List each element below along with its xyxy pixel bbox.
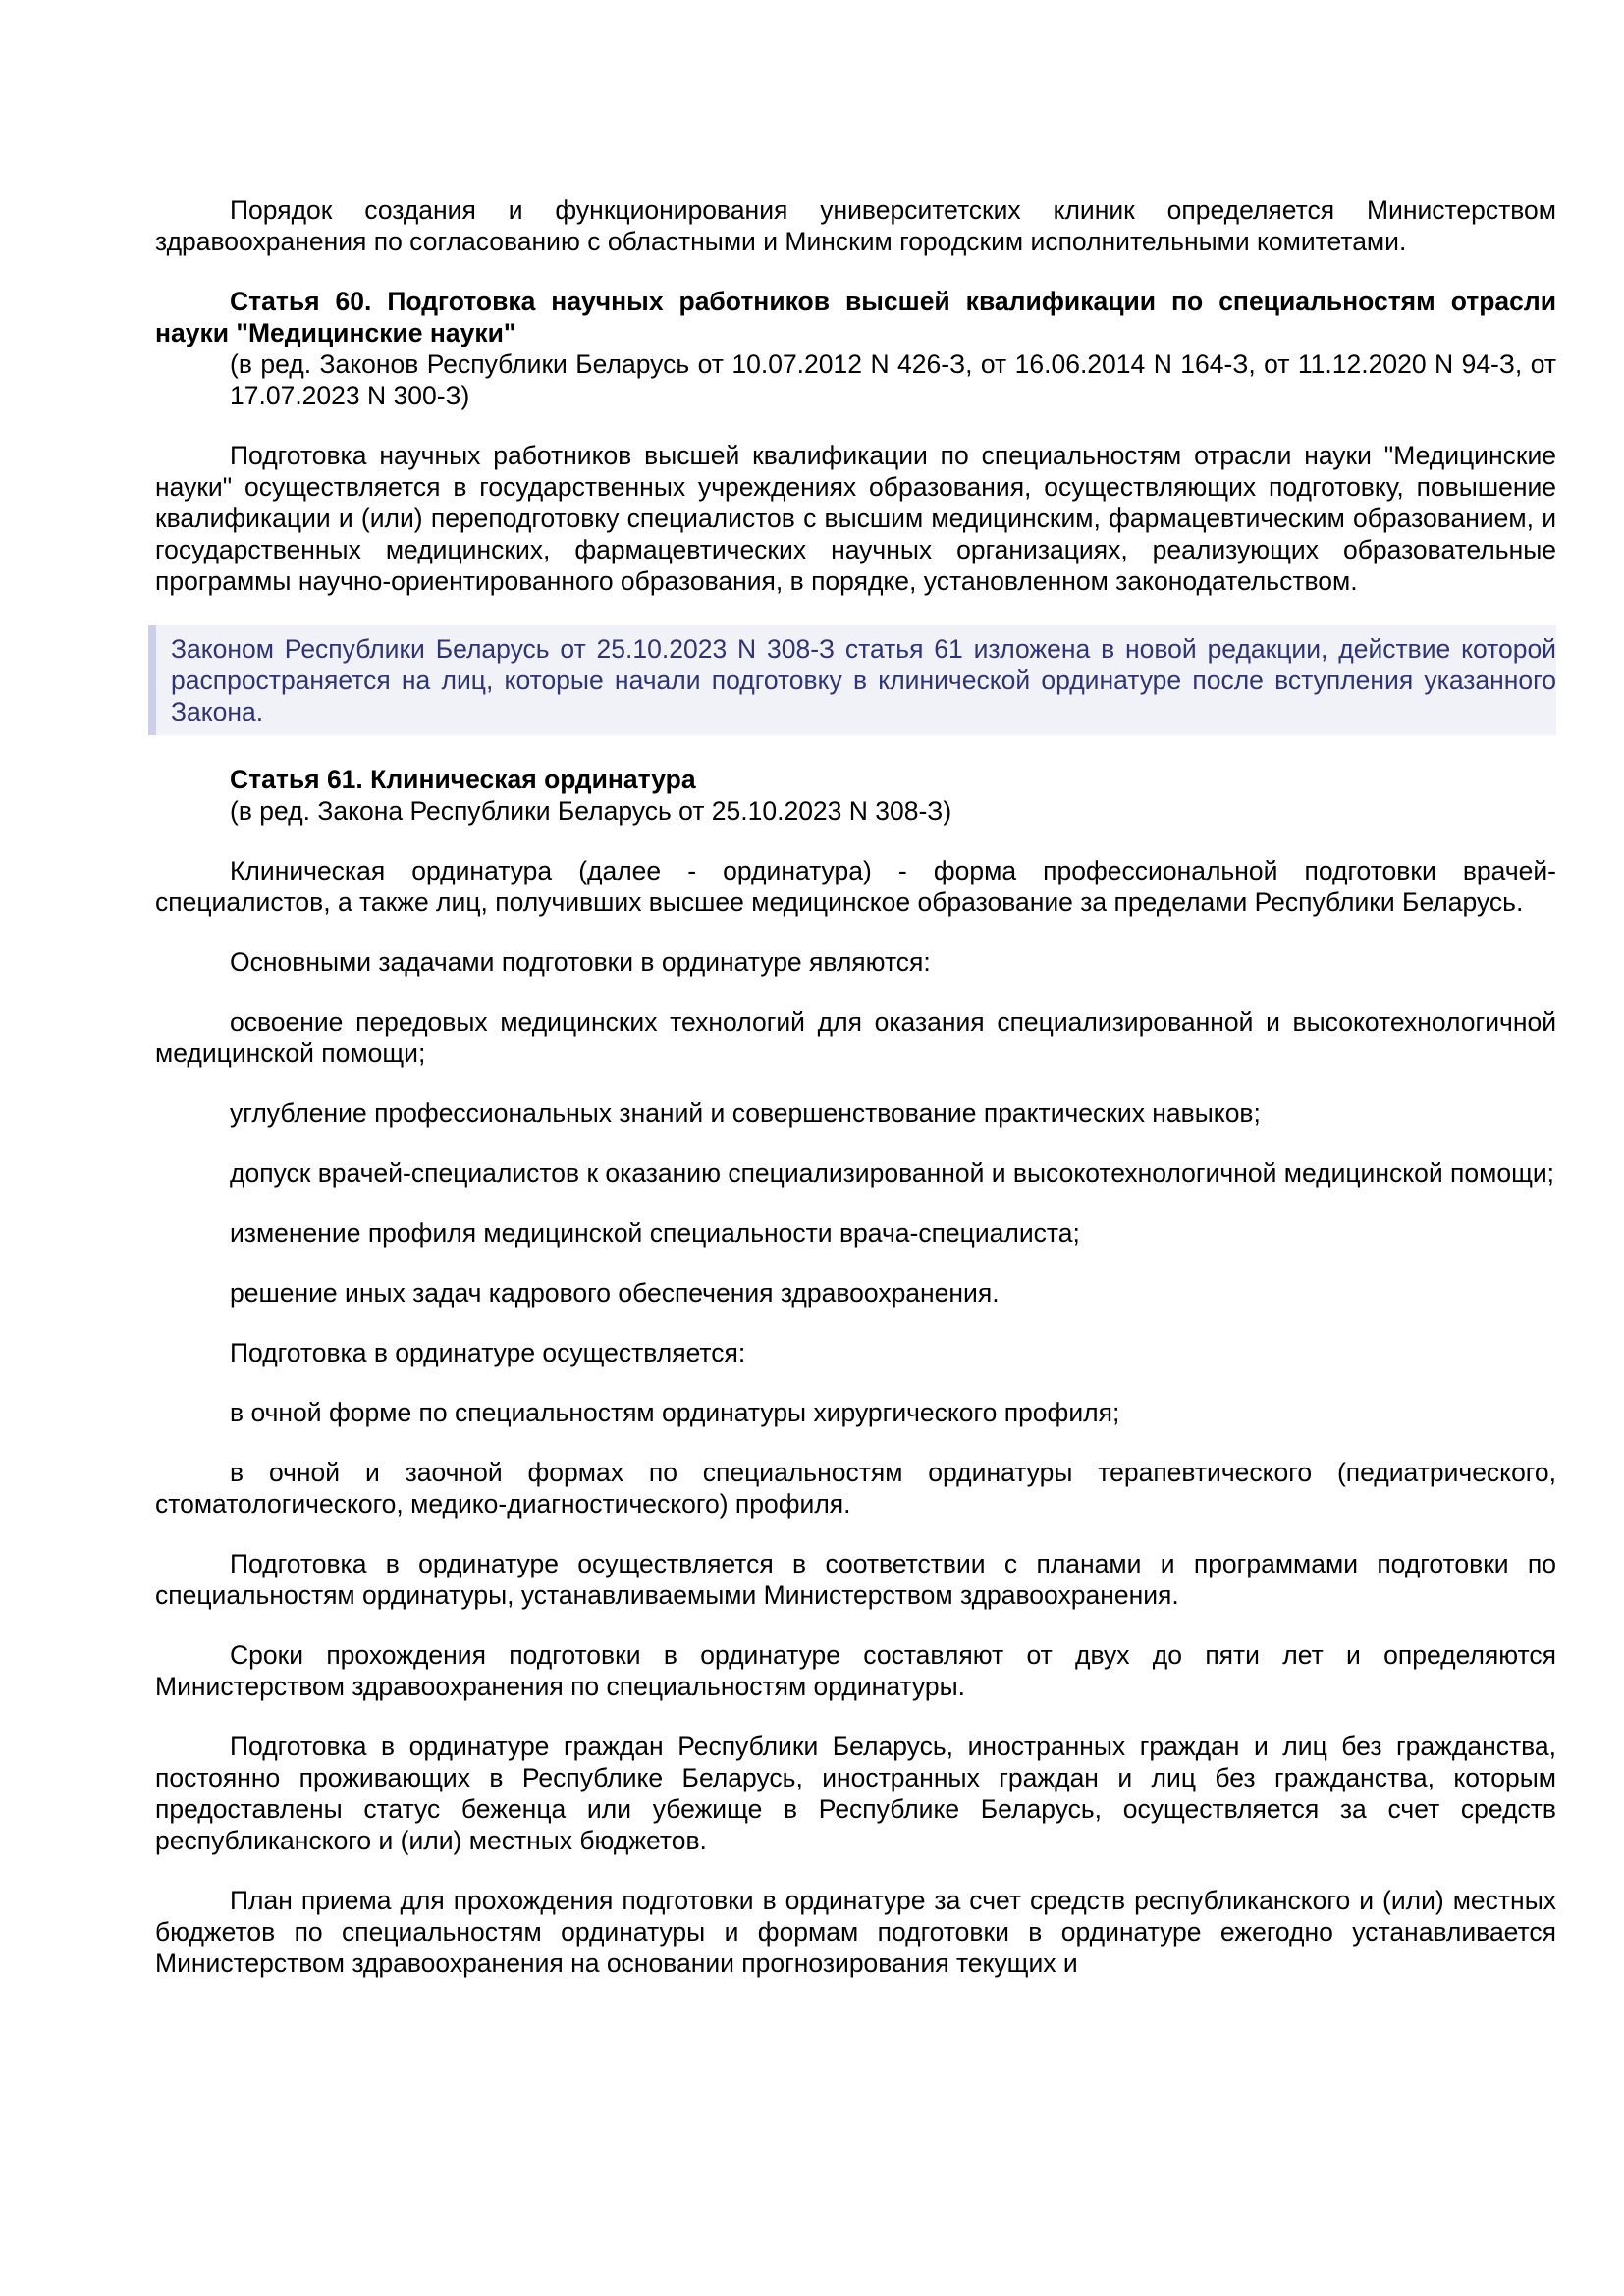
article-61-paragraph: углубление профессиональных знаний и совершенствование практических навыков;: [230, 1098, 1261, 1128]
paragraph-university-clinics: Порядок создания и функционирования университетских клиник определяется Министерством здравоохранения по согласованию с областными и Минским городским исполнительными комитетами.: [155, 195, 1556, 256]
article-61-paragraph: Подготовка в ординатуре граждан Республики Беларусь, иностранных граждан и лиц без гражданства, постоянно проживающих в Республике Беларусь, иностранных граждан и лиц без гражданства, которым предоставлены статус беженца или убежище в Республике Беларусь, осуществляется за счет средств республиканского и (или) местных бюджетов.: [155, 1732, 1556, 1855]
article-60-edit-note: (в ред. Законов Республики Беларусь от 10.07.2012 N 426-З, от 16.06.2014 N 164-З, от 11.12.2020 N 94-З, от 17.07.2023 N 300-З): [230, 349, 1556, 410]
article-60-title: Статья 60. Подготовка научных работников высшей квалификации по специальностям отрасли науки "Медицинские науки": [155, 287, 1556, 347]
article-61-paragraph: План приема для прохождения подготовки в ординатуре за счет средств республиканского и (или) местных бюджетов по специальностям ординатуры и формам подготовки в ординатуре ежегодно устанавливается Министерством здравоохранения на основании прогнозирования текущих и: [155, 1886, 1556, 1978]
article-60: [155, 286, 1556, 597]
article-61-edit-note: (в ред. Закона Республики Беларусь от 25.10.2023 N 308-З): [230, 796, 952, 826]
article-61-paragraph: в очной и заочной формах по специальностям ординатуры терапевтического (педиатрического, стоматологического, медико-диагностического) профиля.: [155, 1458, 1556, 1519]
article-61: [155, 764, 1556, 1979]
article-61-paragraph: изменение профиля медицинской специальности врача-специалиста;: [230, 1218, 1080, 1248]
article-61-paragraph: Сроки прохождения подготовки в ординатуре составляют от двух до пяти лет и определяются Министерством здравоохранения по специальностям ординатуры.: [155, 1640, 1556, 1701]
article-61-title: Статья 61. Клиническая ординатура: [230, 765, 696, 794]
article-61-paragraph: Клиническая ординатура (далее - ординатура) - форма профессиональной подготовки врачей-специалистов, а также лиц, получивших высшее медицинское образование за пределами Республики Беларусь.: [155, 856, 1556, 917]
article-61-paragraph: Основными задачами подготовки в ординатуре являются:: [230, 947, 931, 977]
article-61-paragraph: Подготовка в ординатуре осуществляется:: [230, 1338, 746, 1367]
article-61-paragraph: допуск врачей-специалистов к оказанию специализированной и высокотехнологичной медицинской помощи;: [230, 1158, 1555, 1188]
article-61-paragraph: в очной форме по специальностям ординатуры хирургического профиля;: [230, 1398, 1120, 1427]
amendment-notice: Законом Республики Беларусь от 25.10.2023 N 308-З статья 61 изложена в новой редакции, действие которой распространяется на лиц, которые начали подготовку в клинической ординатуре после вступления указанного Закона.: [148, 625, 1556, 735]
article-61-paragraph: освоение передовых медицинских технологий для оказания специализированной и высокотехнологичной медицинской помощи;: [155, 1007, 1556, 1068]
article-61-paragraph: решение иных задач кадрового обеспечения здравоохранения.: [230, 1278, 1000, 1308]
document-page: [155, 194, 1556, 1979]
article-61-paragraph: Подготовка в ординатуре осуществляется в соответствии с планами и программами подготовки по специальностям ординатуры, устанавливаемыми Министерством здравоохранения.: [155, 1549, 1556, 1610]
article-60-body: Подготовка научных работников высшей квалификации по специальностям отрасли науки "Медицинские науки" осуществляется в государственных учреждениях образования, осуществляющих подготовку, повышение квалификации и (или) переподготовку специалистов с высшим медицинским, фармацевтическим образованием, и государственных медицинских, фармацевтических научных организациях, реализующих образовательные программы научно-ориентированного образования, в порядке, установленном законодательством.: [155, 441, 1556, 596]
